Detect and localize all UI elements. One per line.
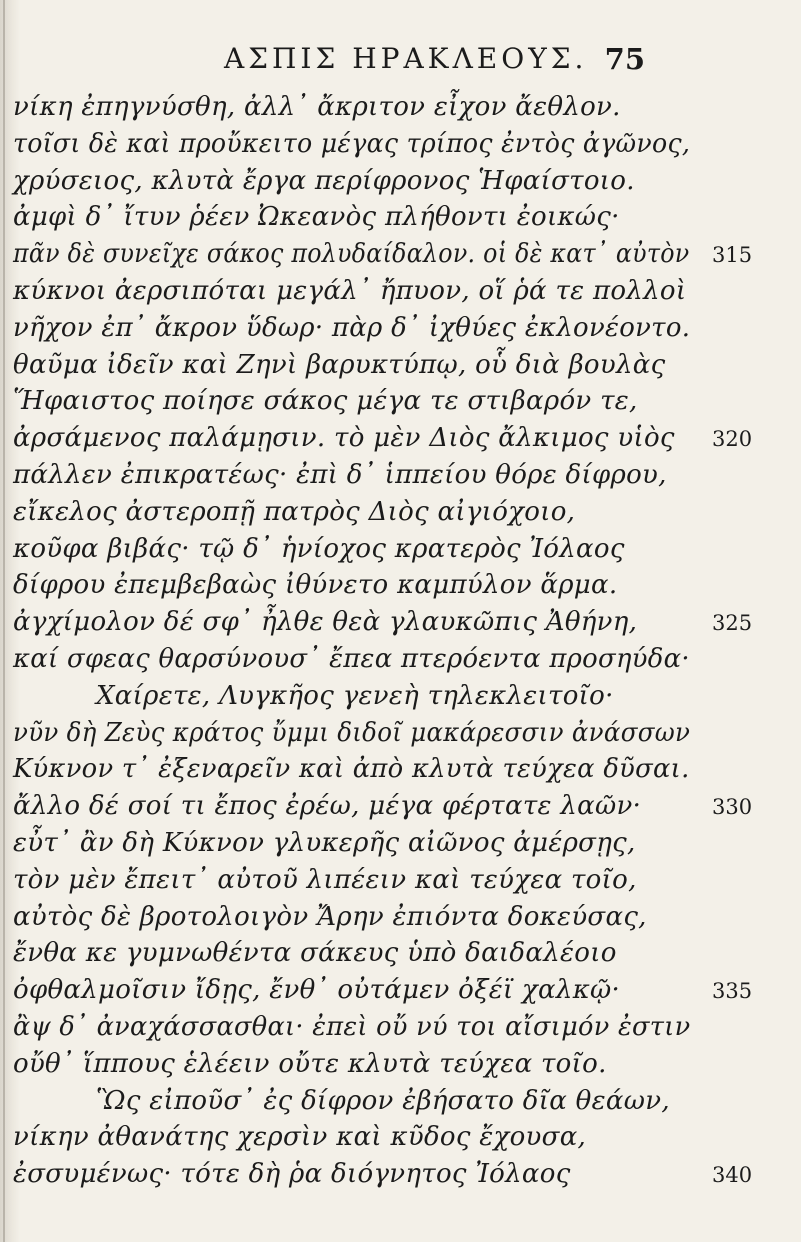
verse-line-text: ἀγχίμολον δέ σφ᾽ ἦλθε θεὰ γλαυκῶπις Ἀθήνη,: [13, 607, 638, 638]
verse-line-text: Κύκνον τ᾽ ἐξεναρεῖν καὶ ἀπὸ κλυτὰ τεύχεα δῦσαι.: [13, 754, 690, 785]
verse-line-text: τοῖσι δὲ καὶ προὔκειτο μέγας τρίπος ἐντὸς ἀγῶνος,: [13, 128, 691, 159]
verse-line: [0, 1084, 801, 1121]
verse-line: [0, 311, 801, 348]
verse-line-text: ὀφθαλμοῖσιν ἴδῃς, ἔνθ᾽ οὐτάμεν ὀξέϊ χαλκῷ·: [13, 975, 621, 1006]
verse-line-text: πάλλεν ἐπικρατέως· ἐπὶ δ᾽ ἱππείου θόρε δίφρου,: [13, 459, 667, 490]
verse-line: [0, 1157, 801, 1194]
verse-line-text: ἄλλο δέ σοί τι ἔπος ἐρέω, μέγα φέρτατε λαῶν·: [13, 791, 642, 822]
verse-line-text: χρύσειος, κλυτὰ ἔργα περίφρονος Ἡφαίστοιο.: [13, 165, 635, 196]
line-number: 335: [712, 979, 753, 1004]
verse-line: [0, 532, 801, 569]
verse-line-text: Χαίρετε, Λυγκῆος γενεὴ τηλεκλειτοῖο·: [96, 680, 614, 711]
line-number: 315: [712, 243, 753, 268]
verse-line: [0, 789, 801, 826]
verse-line-text: Ὣς εἰποῦσ᾽ ἐς δίφρον ἐβήσατο δῖα θεάων,: [96, 1085, 670, 1116]
verse-line: [0, 421, 801, 458]
verse-line-text: οὔθ᾽ ἵππους ἑλέειν οὔτε κλυτὰ τεύχεα τοῖο.: [13, 1048, 607, 1079]
verse-line: [0, 348, 801, 385]
verse-line: [0, 900, 801, 937]
verse-line-text: ἀμφὶ δ᾽ ἴτυν ῥέεν Ὠκεανὸς πλήθοντι ἐοικώς·: [13, 202, 620, 233]
verse-line-text: Ἥφαιστος ποίησε σάκος μέγα τε στιβαρόν τε,: [13, 386, 638, 417]
verse-line: [0, 752, 801, 789]
line-number: 325: [712, 611, 753, 636]
verse-line-text: πᾶν δὲ συνεῖχε σάκος πολυδαίδαλον. οἱ δὲ κατ᾽ αὐτὸν: [13, 239, 690, 270]
verse-line: [0, 863, 801, 900]
verse-line: [0, 679, 801, 716]
verse-line-text: ἔνθα κε γυμνωθέντα σάκευς ὑπὸ δαιδαλέοιο: [13, 938, 617, 969]
verse-line: [0, 384, 801, 421]
verse-line-text: νίκην ἀθανάτης χερσὶν καὶ κῦδος ἔχουσα,: [13, 1122, 587, 1153]
verse-line-text: αὐτὸς δὲ βροτολοιγὸν Ἄρην ἐπιόντα δοκεύσας,: [13, 901, 647, 932]
line-number: 340: [712, 1163, 753, 1188]
verse-line-text: νῆχον ἐπ᾽ ἄκρον ὕδωρ· πὰρ δ᾽ ἰχθύες ἐκλονέοντο.: [13, 312, 691, 343]
verse-line-text: καί σφεας θαρσύνουσ᾽ ἔπεα πτερόεντα προσηύδα·: [13, 643, 690, 674]
verse-line-text: κύκνοι ἀερσιπόται μεγάλ᾽ ἤπυον, οἵ ῥά τε πολλοὶ: [13, 275, 687, 306]
verse-line: [0, 237, 801, 274]
verse-line: [0, 164, 801, 201]
verse-line: [0, 274, 801, 311]
verse-line: [0, 973, 801, 1010]
line-number: 320: [712, 427, 753, 452]
verse-line: [0, 1047, 801, 1084]
verse-line-text: κοῦφα βιβάς· τῷ δ᾽ ἡνίοχος κρατερὸς Ἰόλαος: [13, 533, 625, 564]
verse-line: [0, 1120, 801, 1157]
verse-text: [0, 90, 801, 1194]
verse-line-text: εὖτ᾽ ἂν δὴ Κύκνον γλυκερῆς αἰῶνος ἀμέρσῃς,: [13, 827, 636, 858]
verse-line: [0, 605, 801, 642]
verse-line: [0, 458, 801, 495]
running-title: ΑΣΠΙΣ ΗΡΑΚΛΕΟΥΣ.: [224, 42, 588, 75]
verse-line-text: θαῦμα ἰδεῖν καὶ Ζηνὶ βαρυκτύπῳ, οὗ διὰ βουλὰς: [13, 349, 666, 380]
verse-line-text: δίφρου ἐπεμβεβαὼς ἰθύνετο καμπύλον ἅρμα.: [13, 570, 618, 601]
verse-line-text: τὸν μὲν ἔπειτ᾽ αὐτοῦ λιπέειν καὶ τεύχεα τοῖο,: [13, 864, 637, 895]
verse-line: [0, 1010, 801, 1047]
verse-line: [0, 826, 801, 863]
verse-line: [0, 642, 801, 679]
verse-line: [0, 568, 801, 605]
verse-line: [0, 716, 801, 753]
verse-line: [0, 90, 801, 127]
verse-line: [0, 936, 801, 973]
line-number: 330: [712, 795, 753, 820]
verse-line-text: νῦν δὴ Ζεὺς κράτος ὔμμι διδοῖ μακάρεσσιν ἀνάσσων: [13, 717, 691, 748]
verse-line: [0, 127, 801, 164]
page-number: 75: [604, 42, 645, 76]
verse-line-text: ἀρσάμενος παλάμῃσιν. τὸ μὲν Διὸς ἄλκιμος υἱὸς: [13, 423, 675, 454]
verse-line-text: ἂψ δ᾽ ἀναχάσσασθαι· ἐπεὶ οὔ νύ τοι αἴσιμόν ἐστιν: [13, 1011, 691, 1042]
verse-line-text: νίκη ἐπηγνύσθη, ἀλλ᾽ ἄκριτον εἶχον ἄεθλον.: [13, 92, 621, 122]
verse-line: [0, 495, 801, 532]
verse-line: [0, 200, 801, 237]
verse-line-text: ἐσσυμένως· τότε δὴ ῥα διόγνητος Ἰόλαος: [13, 1159, 571, 1190]
verse-line-text: εἴκελος ἀστεροπῇ πατρὸς Διὸς αἰγιόχοιο,: [13, 496, 576, 527]
page-header: [0, 42, 801, 82]
